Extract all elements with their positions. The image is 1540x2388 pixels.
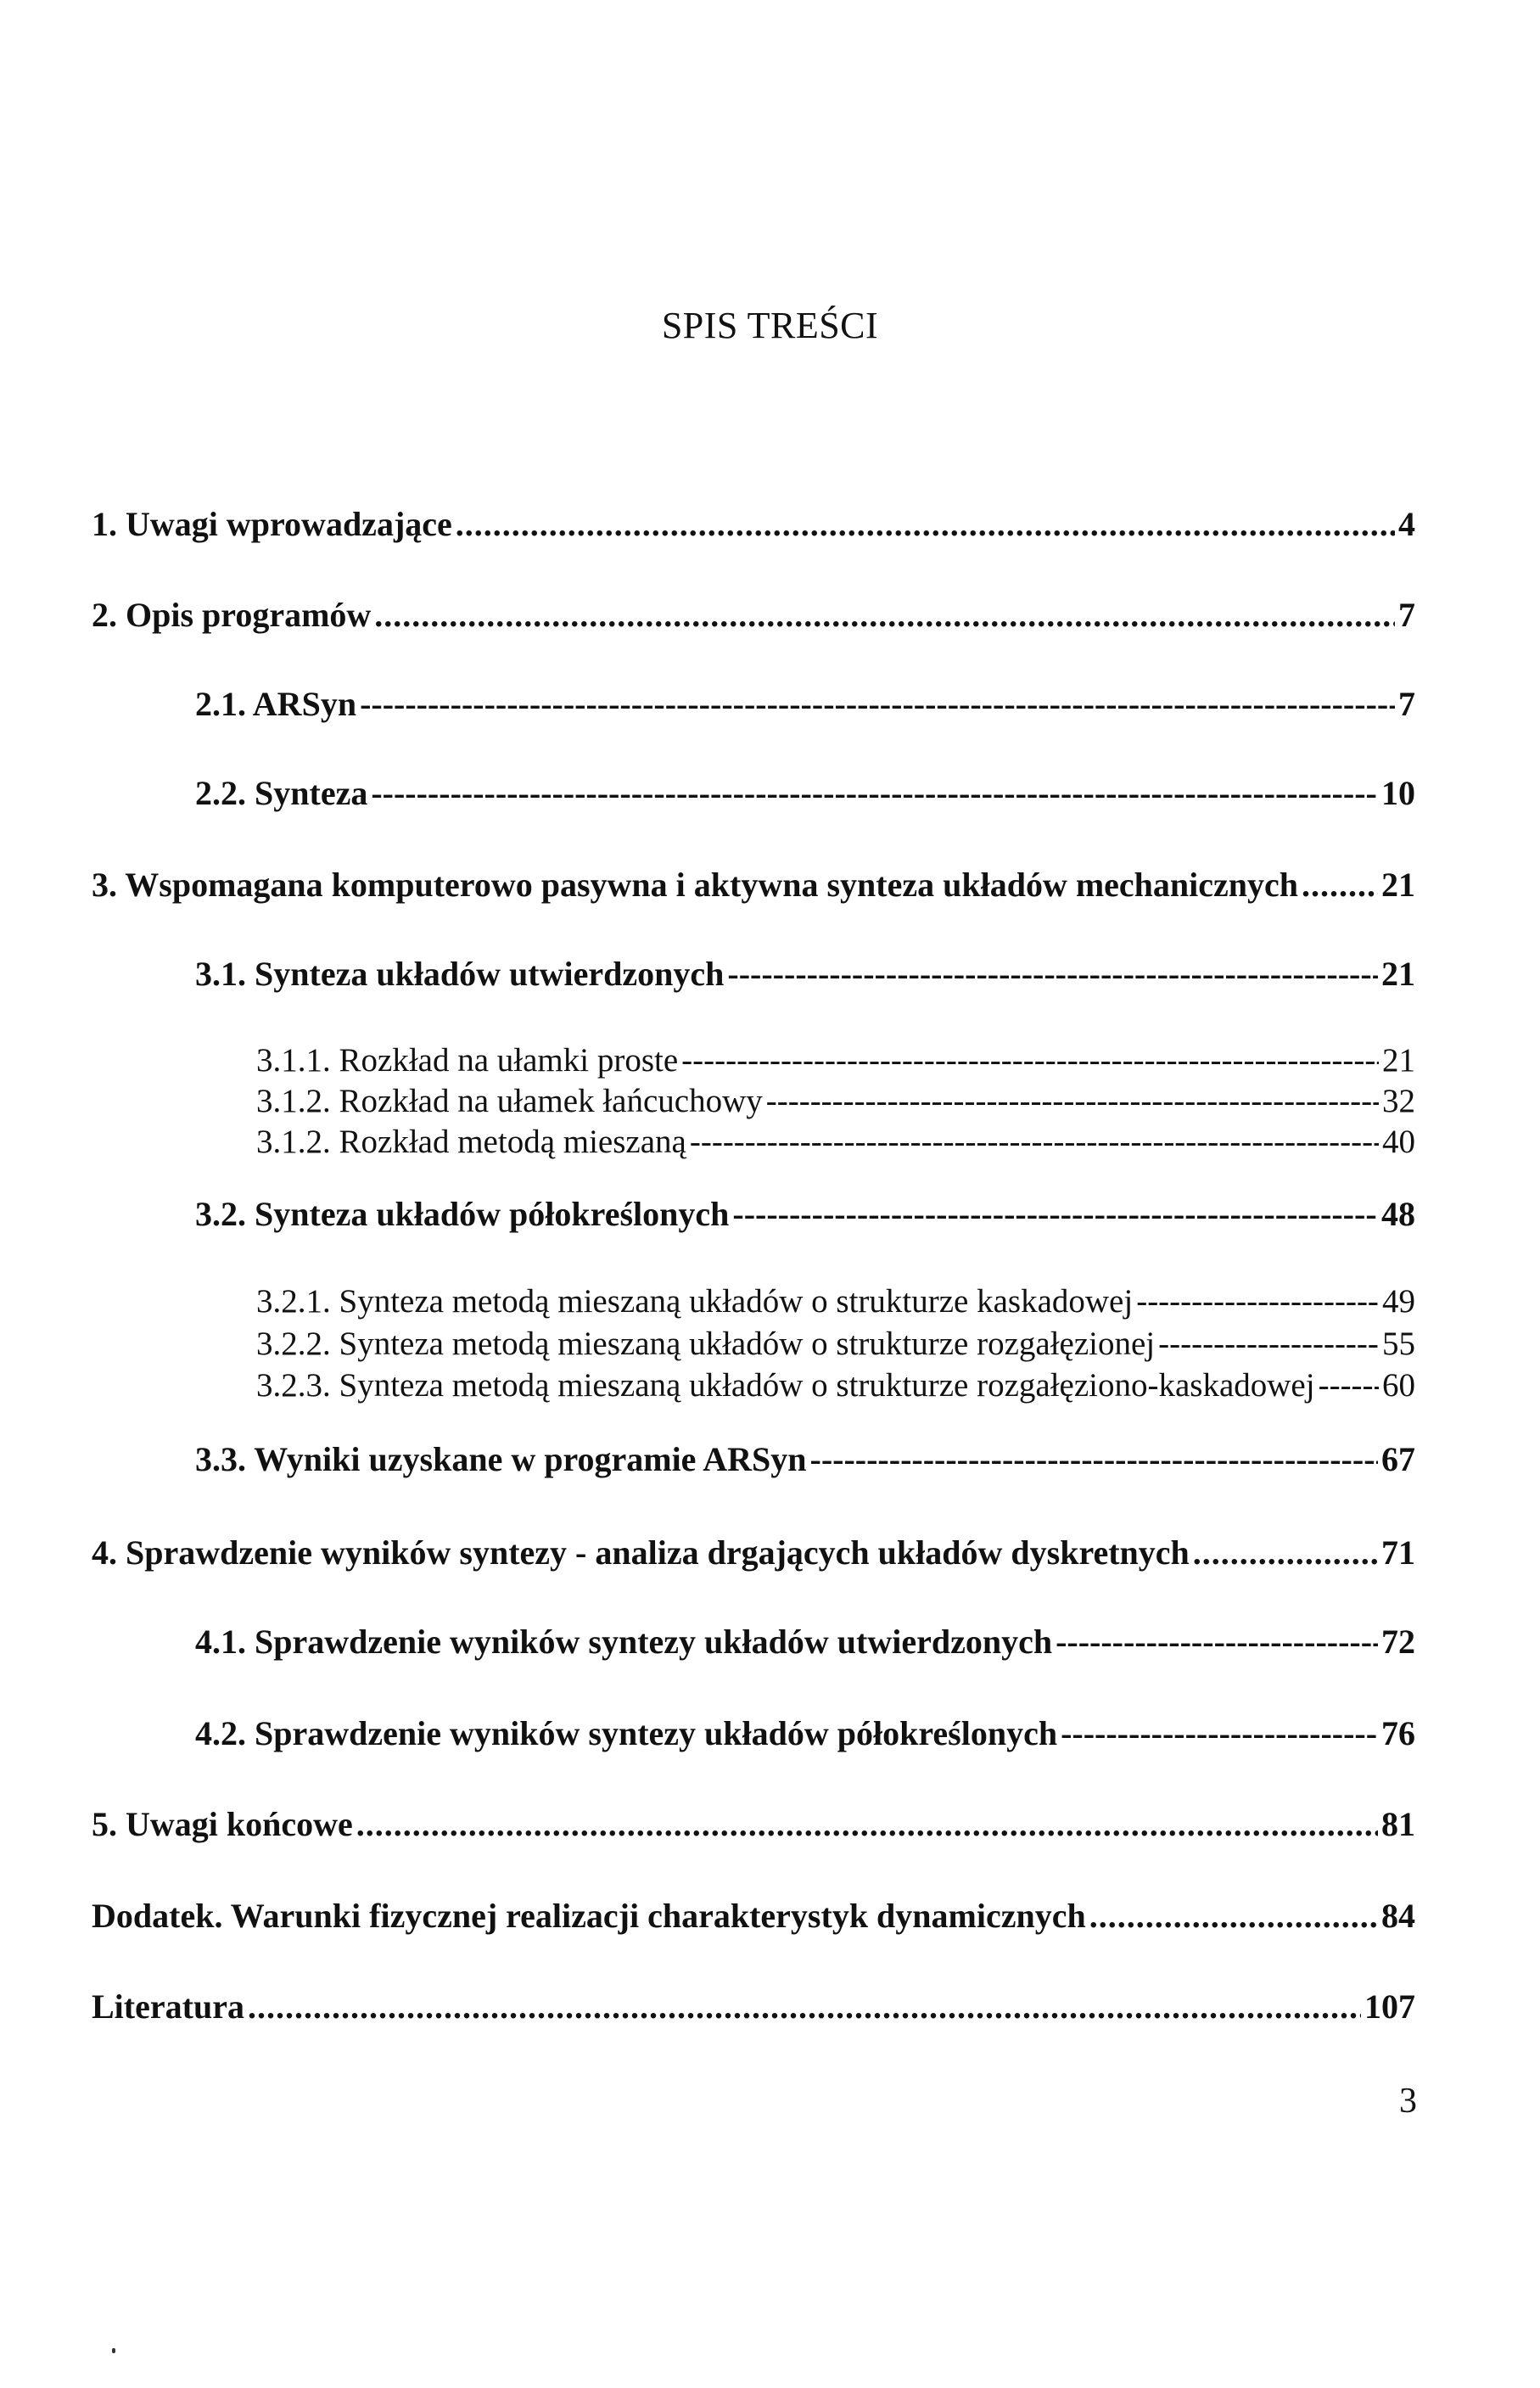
toc-leader [690,1117,1379,1168]
toc-leader [1056,1617,1378,1668]
toc-entry[interactable] [92,1528,1415,1578]
toc-entry-label: 1. Uwagi wprowadzające [92,505,452,543]
toc-entry[interactable] [92,860,1415,911]
toc-entry-label: 3.2.2. Synteza metodą mieszaną układów o strukturze rozgałęzionej [256,1326,1156,1362]
toc-entry[interactable] [195,1617,1415,1668]
toc-leader [360,679,1395,730]
toc-leader [374,590,1395,641]
toc-entry-label: 3.2.3. Synteza metodą mieszaną układów o strukturze rozgałęziono-kaskadowej [256,1367,1315,1404]
toc-leader [356,1799,1378,1850]
toc-entry-page: 40 [1382,1124,1415,1160]
toc-entry-label: 3.2. Synteza układów półokreślonych [195,1195,730,1233]
toc-leader [732,1189,1378,1240]
toc-entry-page: 72 [1381,1623,1415,1661]
toc-entry-page: 71 [1381,1533,1415,1572]
toc-entry-page: 60 [1382,1367,1415,1404]
toc-entry[interactable] [195,679,1415,730]
toc-entry[interactable] [195,1434,1415,1485]
toc-entry-page: 21 [1382,1042,1415,1079]
toc-leader [1061,1708,1378,1759]
toc-entry[interactable] [92,499,1415,550]
toc-entry-page: 10 [1381,774,1415,812]
toc-entry[interactable] [92,1799,1415,1850]
toc-entry-page: 67 [1381,1440,1415,1478]
toc-entry-page: 7 [1398,685,1415,723]
toc-entry-label: 2.1. ARSyn [195,685,357,723]
toc-entry[interactable] [195,949,1415,1000]
toc-leader [1089,1891,1378,1942]
toc-leader [1319,1360,1379,1411]
toc-entry[interactable] [195,768,1415,819]
page-title: SPIS TREŚCI [661,305,879,346]
toc-entry-label: 3.2.1. Synteza metodą mieszaną układów o strukturze kaskadowej [256,1283,1134,1320]
toc-entry[interactable] [92,590,1415,641]
toc-entry-page: 21 [1381,866,1415,904]
toc-leader [248,1982,1361,2032]
toc-entry-page: 81 [1381,1805,1415,1843]
page-number: 3 [1399,2082,1417,2121]
toc-leader [1193,1528,1378,1578]
toc-entry-page: 48 [1381,1195,1415,1233]
scan-speck [112,2348,115,2353]
toc-entry-page: 7 [1398,596,1415,634]
toc-entry-page: 76 [1381,1714,1415,1752]
toc-entry-label: 3.1.1. Rozkład na ułamki proste [256,1042,679,1079]
toc-entry-page: 107 [1364,1987,1415,2026]
toc-entry-label: 3.1.2. Rozkład na ułamek łańcuchowy [256,1083,763,1119]
toc-entry-label: 4. Sprawdzenie wyników syntezy - analiza drgających układów dyskretnych [92,1533,1190,1572]
toc-entry-label: 3.1. Synteza układów utwierdzonych [195,955,725,993]
toc-entry-page: 4 [1398,505,1415,543]
toc-entry-label: 2. Opis programów [92,596,372,634]
toc-entry-label: Literatura [92,1987,244,2026]
toc-entry-page: 55 [1382,1326,1415,1362]
toc-leader [456,499,1395,550]
toc-leader [727,949,1378,1000]
toc-entry-label: 3.3. Wyniki uzyskane w programie ARSyn [195,1440,807,1478]
toc-entry[interactable] [92,1982,1415,2032]
toc-entry-page: 84 [1381,1897,1415,1935]
toc-leader [810,1434,1379,1485]
toc-entry[interactable] [195,1189,1415,1240]
toc-entry-label: 5. Uwagi końcowe [92,1805,353,1843]
toc-entry-label: 2.2. Synteza [195,774,368,812]
toc-entry[interactable] [92,1891,1415,1942]
toc-entry[interactable] [195,1708,1415,1759]
toc-entry[interactable] [256,1360,1415,1411]
toc-entry-label: 3. Wspomagana komputerowo pasywna i aktywna synteza układów mechanicznych [92,866,1299,904]
toc-entry-label: Dodatek. Warunki fizycznej realizacji charakterystyk dynamicznych [92,1897,1086,1935]
toc-leader [1302,860,1378,911]
toc-entry-page: 32 [1382,1083,1415,1119]
toc-leader [371,768,1378,819]
toc-entry-label: 3.1.2. Rozkład metodą mieszaną [256,1124,686,1160]
toc-entry-label: 4.1. Sprawdzenie wyników syntezy układów utwierdzonych [195,1623,1053,1661]
toc-entry[interactable] [256,1117,1415,1168]
toc-entry-page: 21 [1381,955,1415,993]
toc-entry-page: 49 [1382,1283,1415,1320]
toc-entry-label: 4.2. Sprawdzenie wyników syntezy układów półokreślonych [195,1714,1058,1752]
